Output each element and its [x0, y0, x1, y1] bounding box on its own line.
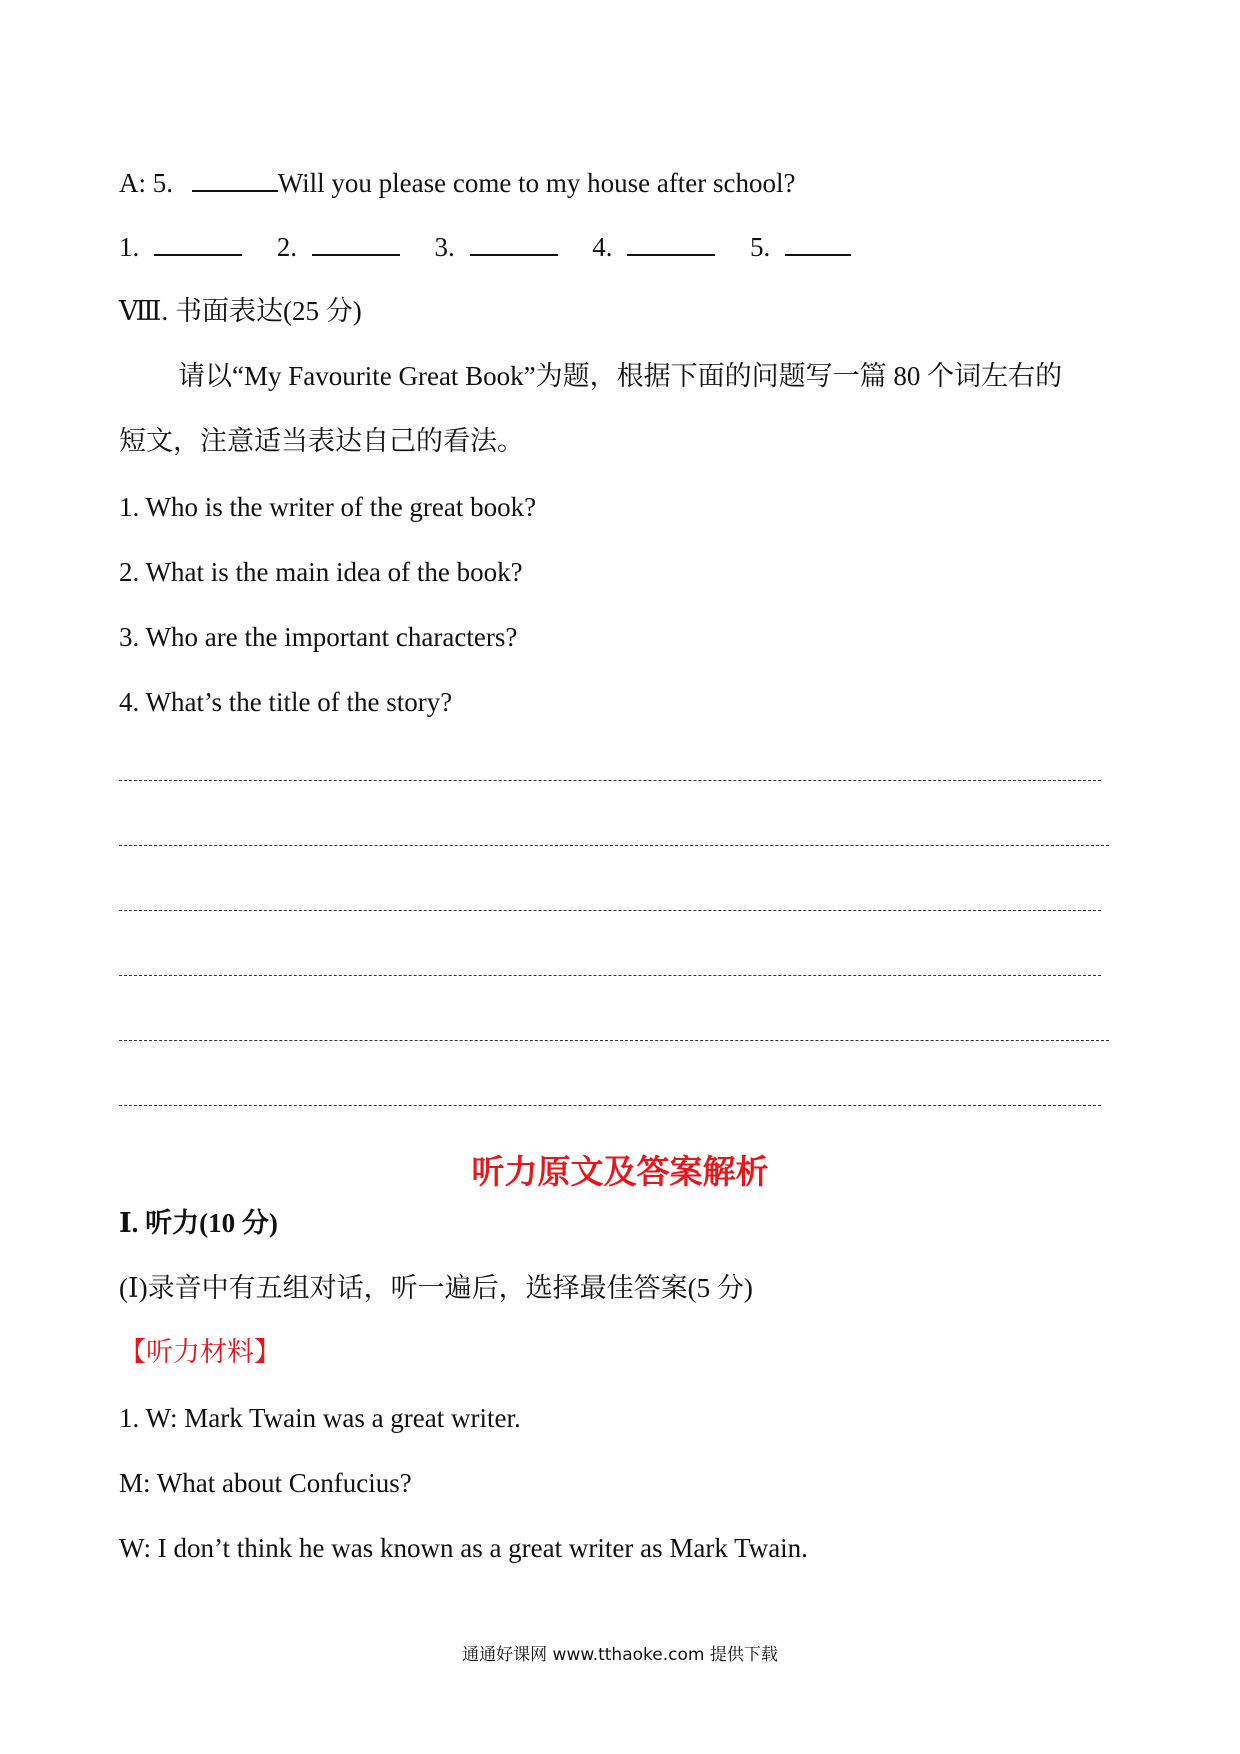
answer-blank — [192, 168, 278, 192]
writing-line — [119, 910, 1101, 911]
dialog-text: Will you please come to my house after school? — [277, 168, 796, 198]
writing-line — [119, 1040, 1109, 1041]
writing-line — [119, 780, 1101, 781]
blank-item-5: 5. — [750, 230, 851, 264]
blank-item-1: 1. — [119, 230, 242, 264]
section8-instruction-line1: 请以“My Favourite Great Book”为题，根据下面的问题写一篇 80 个词左右的 — [178, 361, 1063, 391]
listening-material-label: 【听力材料】 — [119, 1337, 281, 1368]
dialog-line: M: What about Confucius? — [119, 1468, 412, 1498]
part1-heading: Ⅰ. 听力(10 分) — [119, 1208, 278, 1238]
answer-section-title: 听力原文及答案解析 — [471, 1152, 769, 1191]
section8-heading: Ⅷ. 书面表达(25 分) — [119, 296, 362, 326]
blank-item-3: 3. — [435, 230, 558, 264]
answer-blank-row — [119, 230, 851, 264]
writing-line — [119, 1105, 1101, 1106]
dialog-line: 1. W: Mark Twain was a great writer. — [119, 1403, 521, 1433]
question-3: 3. Who are the important characters? — [119, 622, 518, 652]
part1-subheading: (Ⅰ)录音中有五组对话，听一遍后，选择最佳答案(5 分) — [119, 1273, 753, 1303]
writing-line — [119, 845, 1109, 846]
dialog-line-a5 — [119, 166, 796, 200]
question-4: 4. What’s the title of the story? — [119, 687, 453, 717]
page-footer: 通通好课网 www.tthaoke.com 提供下载 — [462, 1645, 778, 1665]
dialog-line: W: I don’t think he was known as a great writer as Mark Twain. — [119, 1533, 808, 1563]
blank-item-2: 2. — [277, 230, 400, 264]
writing-line — [119, 975, 1101, 976]
section8-instruction-line2: 短文，注意适当表达自己的看法。 — [119, 426, 524, 456]
blank-item-4: 4. — [592, 230, 715, 264]
dialog-prefix: A: 5. — [119, 168, 173, 198]
question-1: 1. Who is the writer of the great book? — [119, 492, 537, 522]
question-2: 2. What is the main idea of the book? — [119, 557, 523, 587]
